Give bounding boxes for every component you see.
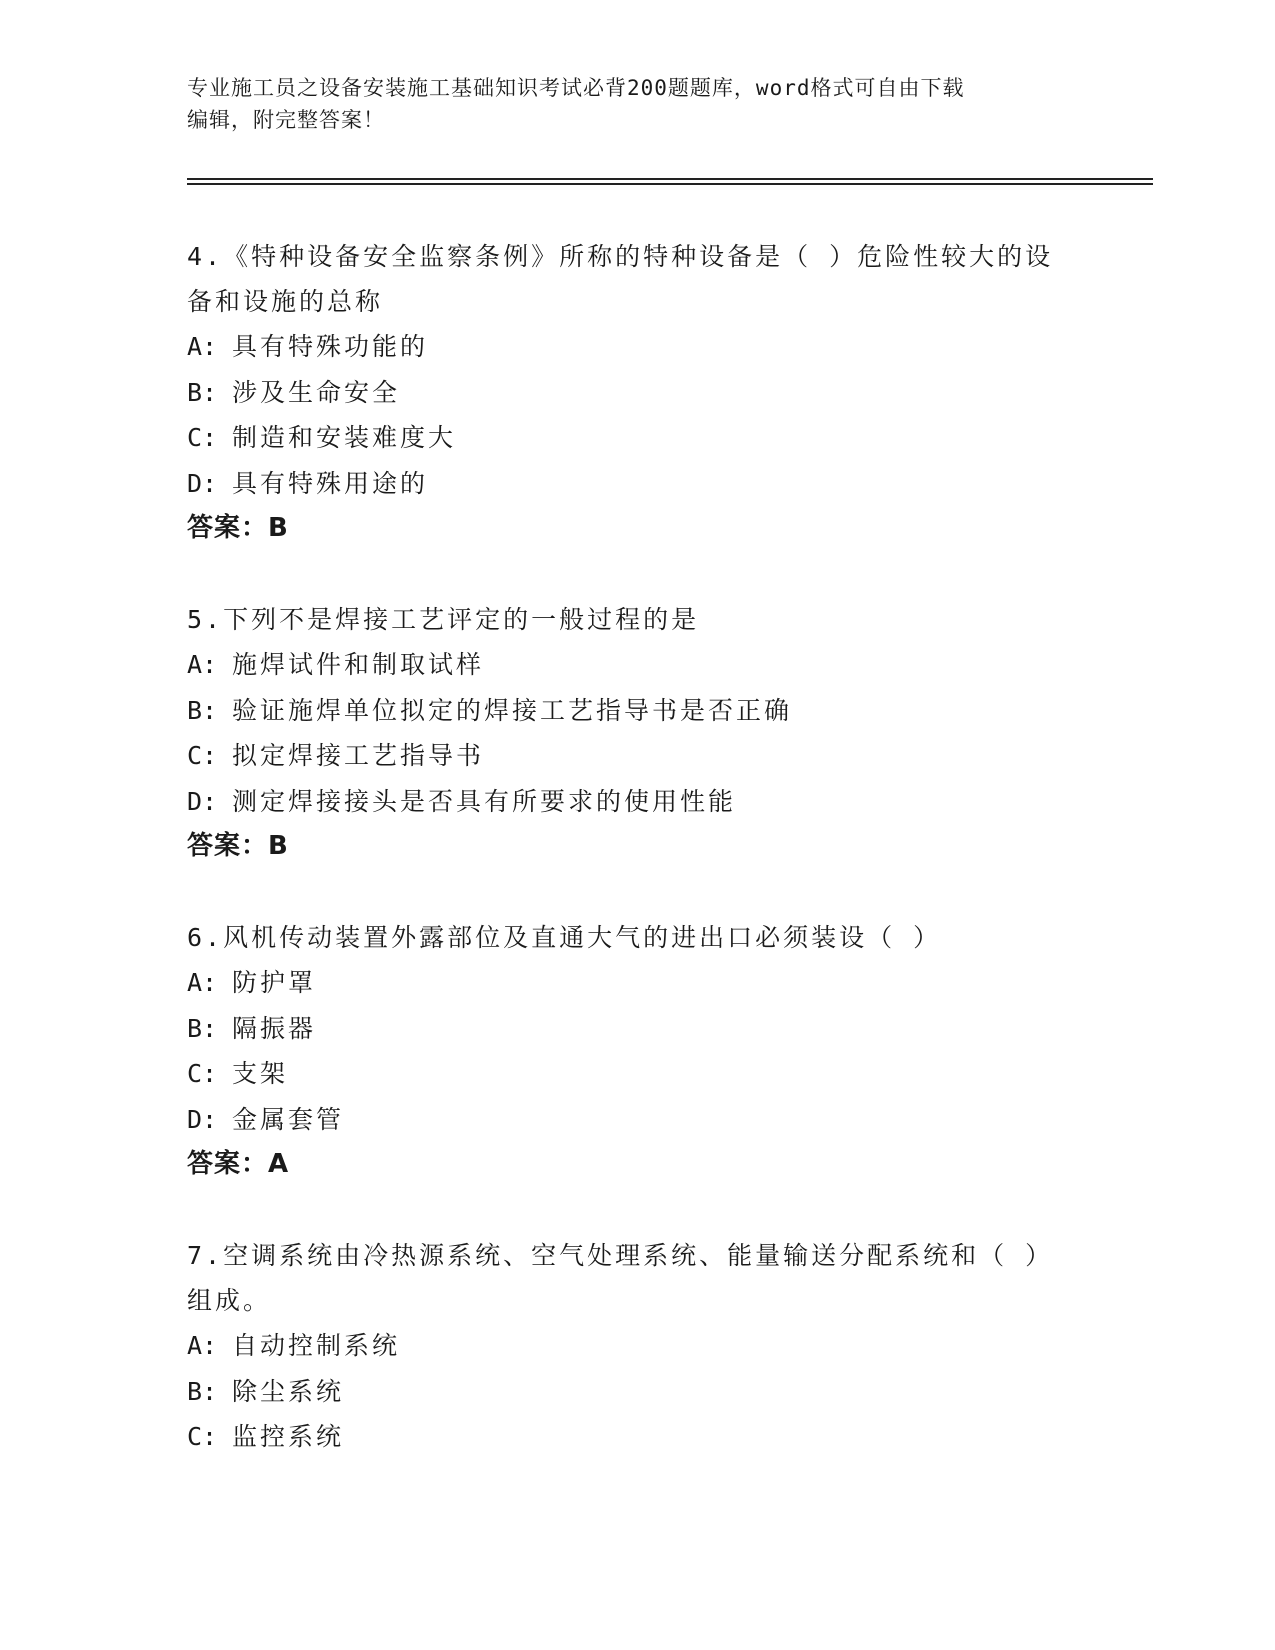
question-stem-line-2: 备和设施的总称 bbox=[187, 287, 384, 316]
option-c bbox=[187, 1051, 1087, 1097]
option-d bbox=[187, 1097, 1087, 1143]
option-text: 金属套管 bbox=[232, 1104, 345, 1134]
answer-label: 答案：B bbox=[187, 831, 289, 861]
header-divider-top bbox=[187, 178, 1153, 180]
answer-label: 答案：B bbox=[187, 513, 289, 543]
option-b bbox=[187, 370, 1087, 416]
header-line-1: 专业施工员之设备安装施工基础知识考试必背200题题库，word格式可自由下载 bbox=[187, 76, 965, 100]
question-6 bbox=[187, 915, 1087, 1188]
question-stem-line-2: 组成。 bbox=[187, 1286, 272, 1315]
option-letter: A: bbox=[187, 650, 218, 679]
option-d bbox=[187, 461, 1087, 507]
option-letter: B: bbox=[187, 377, 218, 407]
option-text: 具有特殊功能的 bbox=[232, 332, 429, 361]
option-text: 支架 bbox=[232, 1059, 289, 1088]
option-text: 除尘系统 bbox=[232, 1376, 345, 1406]
option-letter: A: bbox=[187, 332, 218, 361]
option-text: 涉及生命安全 bbox=[232, 377, 401, 407]
option-letter: B: bbox=[187, 695, 218, 725]
answer-label: 答案：A bbox=[187, 1149, 290, 1179]
option-letter: C: bbox=[187, 1422, 218, 1451]
option-text: 隔振器 bbox=[232, 1013, 317, 1043]
option-b bbox=[187, 688, 1087, 734]
option-letter: C: bbox=[187, 741, 218, 770]
option-text: 施焊试件和制取试样 bbox=[232, 650, 485, 679]
document-header bbox=[187, 72, 1087, 136]
header-divider-bottom bbox=[187, 183, 1153, 185]
option-text: 具有特殊用途的 bbox=[232, 468, 429, 498]
option-a bbox=[187, 324, 1087, 370]
question-stem-line-1: 4.《特种设备安全监察条例》所称的特种设备是（ ）危险性较大的设 bbox=[187, 242, 1054, 271]
option-letter: A: bbox=[187, 968, 218, 997]
option-letter: D: bbox=[187, 786, 218, 816]
option-letter: C: bbox=[187, 1059, 218, 1088]
option-letter: C: bbox=[187, 423, 218, 452]
option-text: 测定焊接接头是否具有所要求的使用性能 bbox=[232, 786, 737, 816]
option-letter: B: bbox=[187, 1376, 218, 1406]
question-7 bbox=[187, 1233, 1087, 1460]
question-stem-line-1: 7.空调系统由冷热源系统、空气处理系统、能量输送分配系统和（ ） bbox=[187, 1241, 1054, 1270]
option-letter: D: bbox=[187, 468, 218, 498]
option-a bbox=[187, 642, 1087, 688]
option-c bbox=[187, 415, 1087, 461]
option-a bbox=[187, 1323, 1087, 1369]
option-letter: B: bbox=[187, 1013, 218, 1043]
option-c bbox=[187, 733, 1087, 779]
option-text: 拟定焊接工艺指导书 bbox=[232, 741, 485, 770]
question-stem-line-1: 5.下列不是焊接工艺评定的一般过程的是 bbox=[187, 605, 700, 634]
option-b bbox=[187, 1369, 1087, 1415]
option-letter: A: bbox=[187, 1331, 218, 1360]
question-4 bbox=[187, 234, 1087, 552]
option-text: 自动控制系统 bbox=[232, 1331, 401, 1360]
option-d bbox=[187, 779, 1087, 825]
question-5 bbox=[187, 597, 1087, 870]
option-text: 防护罩 bbox=[232, 968, 317, 997]
option-text: 验证施焊单位拟定的焊接工艺指导书是否正确 bbox=[232, 695, 793, 725]
header-line-2: 编辑，附完整答案！ bbox=[187, 108, 385, 132]
option-b bbox=[187, 1006, 1087, 1052]
option-a bbox=[187, 960, 1087, 1006]
option-letter: D: bbox=[187, 1104, 218, 1134]
option-text: 制造和安装难度大 bbox=[232, 423, 457, 452]
option-text: 监控系统 bbox=[232, 1422, 345, 1451]
question-stem-line-1: 6.风机传动装置外露部位及直通大气的进出口必须装设（ ） bbox=[187, 923, 942, 952]
option-c bbox=[187, 1414, 1087, 1460]
